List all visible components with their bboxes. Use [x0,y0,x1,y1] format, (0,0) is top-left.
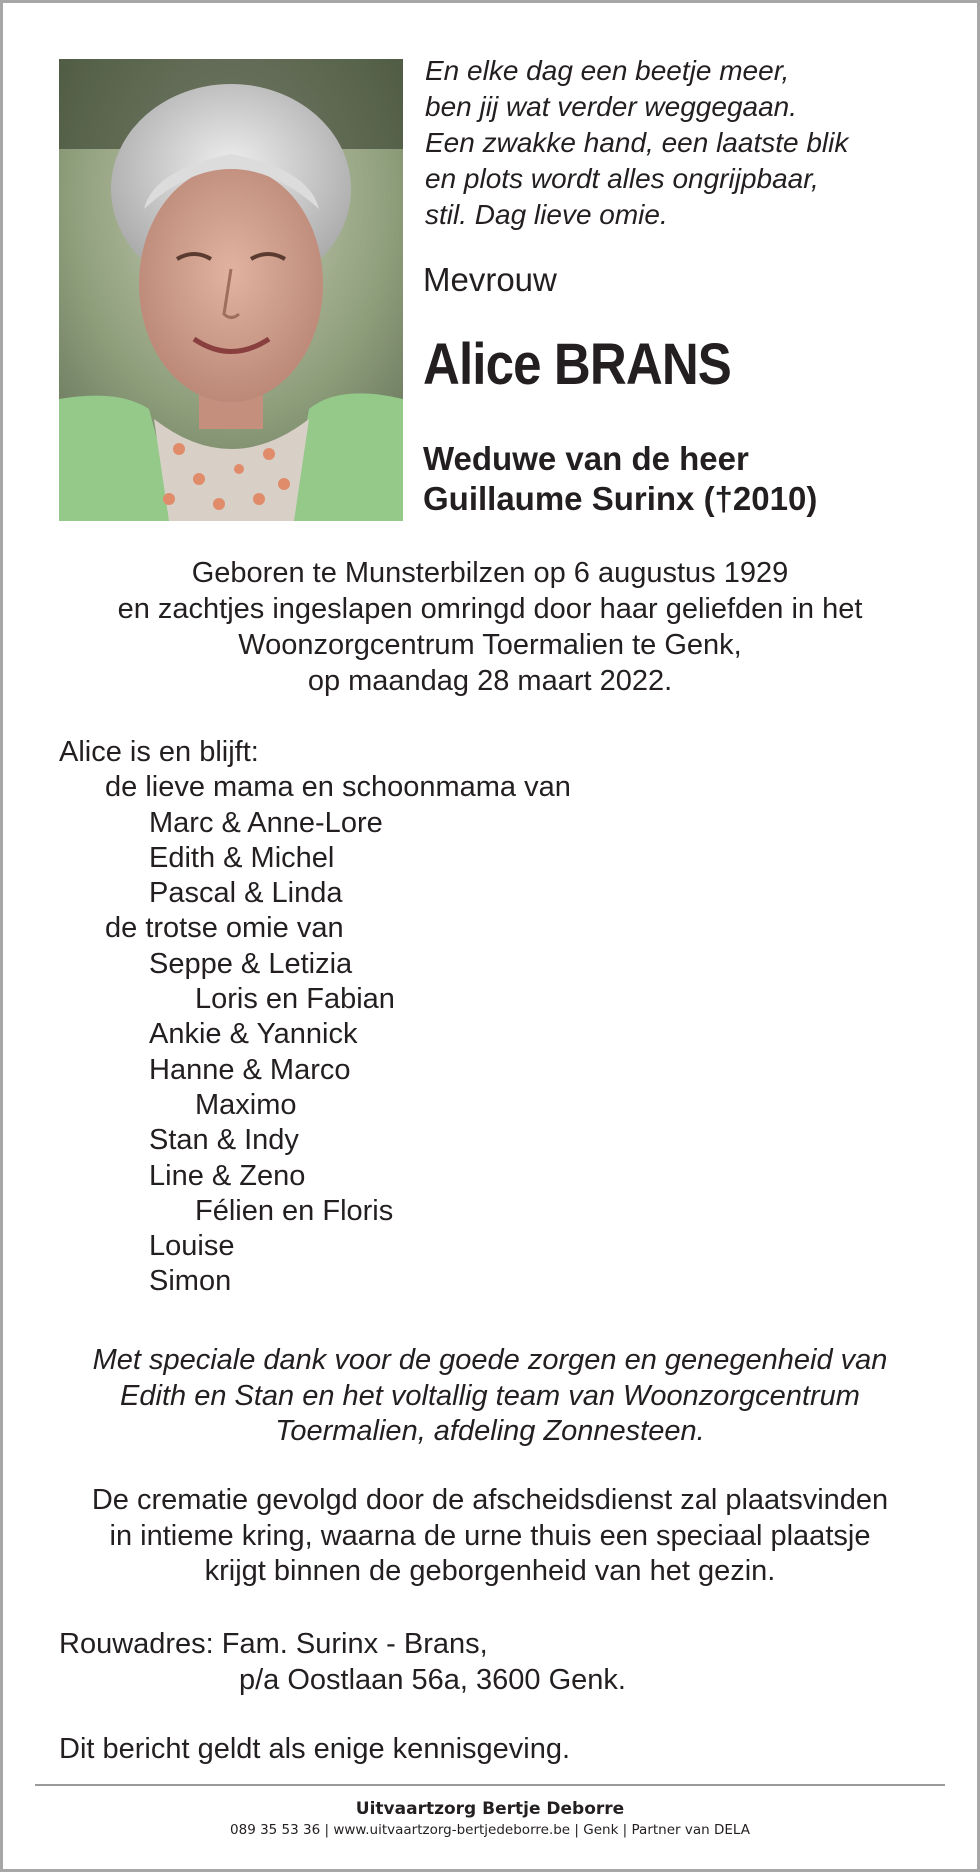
address-line: p/a Oostlaan 56a, 3600 Genk. [239,1663,626,1696]
grandchild-name: Simon [149,1265,232,1298]
mourning-address [59,1627,626,1698]
grandchild-name: Seppe & Letizia [149,947,353,980]
birth-line: Woonzorgcentrum Toermalien te Genk, [238,629,742,661]
funeral-company-contact: 089 35 53 36 | www.uitvaartzorg-bertjedeborre.be | Genk | Partner van DELA [230,1822,750,1838]
portrait-photo [59,59,403,521]
grandchild-name: Stan & Indy [149,1124,299,1157]
child-name: Marc & Anne-Lore [149,806,383,839]
grandmother-label: de trotse omie van [105,912,344,945]
grandchild-name: Louise [149,1230,235,1263]
poem-line: En elke dag een beetje meer, [425,55,790,86]
cremation-line: krijgt binnen de geborgenheid van het gezin. [204,1555,776,1587]
widow-of [423,439,817,519]
family-list [59,735,571,1300]
child-name: Edith & Michel [149,841,335,874]
grandchild-name: Hanne & Marco [149,1053,351,1086]
notice-text: Dit bericht geldt als enige kennisgeving. [59,1733,571,1765]
great-grandchild-name: Félien en Floris [195,1194,394,1227]
family-intro: Alice is en blijft: [59,736,259,768]
thanks-note [43,1343,937,1450]
great-grandchild-name: Maximo [195,1088,297,1121]
poem-line: stil. Dag lieve omie. [425,199,668,230]
cremation-note [43,1483,937,1590]
child-name: Pascal & Linda [149,877,343,910]
birth-line: en zachtjes ingeslapen omringd door haar geliefden in het [117,593,863,625]
cremation-line: in intieme kring, waarna de urne thuis een speciaal plaatsje [109,1519,871,1552]
widow-line: Weduwe van de heer [423,440,749,477]
funeral-company-name: Uitvaartzorg Bertje Deborre [355,1799,625,1819]
deceased-name: Alice BRANS [423,332,731,397]
thanks-line: Edith en Stan en het voltallig team van Woonzorgcentrum [120,1379,860,1412]
poem [425,53,945,233]
poem-line: en plots wordt alles ongrijpbaar, [425,163,819,194]
widow-line: Guillaume Surinx (†2010) [423,480,818,517]
thanks-line: Met speciale dank voor de goede zorgen en genegenheid van [92,1344,888,1376]
poem-line: ben jij wat verder weggegaan. [425,91,798,122]
birth-line: Geboren te Munsterbilzen op 6 augustus 1929 [191,557,789,589]
address-line: Rouwadres: Fam. Surinx - Brans, [59,1628,488,1660]
birth-death-info [59,555,921,699]
grandchild-name: Ankie & Yannick [149,1018,358,1051]
grandchild-name: Line & Zeno [149,1159,306,1192]
cremation-line: De crematie gevolgd door de afscheidsdienst zal plaatsvinden [91,1484,889,1516]
great-grandchild-name: Loris en Fabian [195,983,395,1016]
footer-divider [35,1784,945,1786]
poem-line: Een zwakke hand, een laatste blik [425,127,849,158]
thanks-line: Toermalien, afdeling Zonnesteen. [275,1415,705,1447]
birth-line: op maandag 28 maart 2022. [307,665,673,697]
salutation: Mevrouw [423,261,557,298]
mother-label: de lieve mama en schoonmama van [105,771,571,804]
